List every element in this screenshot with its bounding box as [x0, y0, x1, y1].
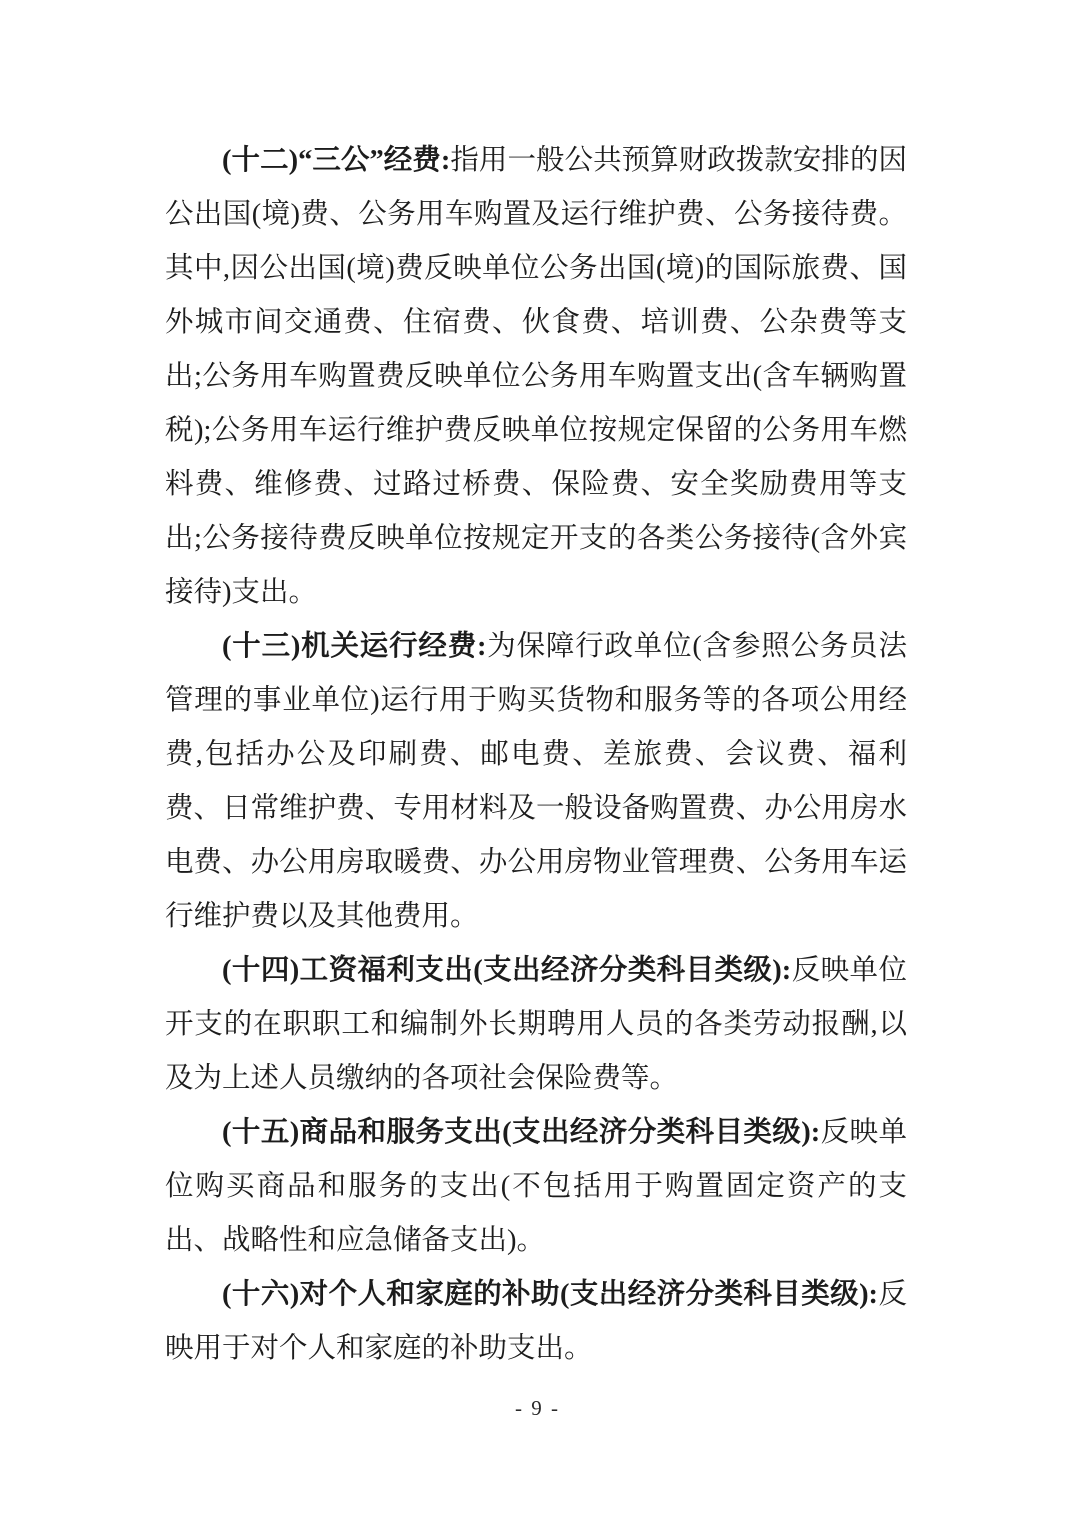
- paragraph-14: [165, 944, 907, 1106]
- paragraph-13-body: 为保障行政单位(含参照公务员法管理的事业单位)运行用于购买货物和服务等的各项公用经费,包括办公及印刷费、邮电费、差旅费、会议费、福利费、日常维护费、专用材料及一般设备购置费、办公用房水电费、办公用房取暖费、办公用房物业管理费、公务用车运行维护费以及其他费用。: [165, 631, 907, 932]
- paragraph-14-body: 反映单位开支的在职职工和编制外长期聘用人员的各类劳动报酬,以及为上述人员缴纳的各项社会保险费等。: [165, 955, 907, 1094]
- paragraph-16-heading: (十六)对个人和家庭的补助(支出经济分类科目类级):: [222, 1279, 879, 1310]
- paragraph-12-body: 指用一般公共预算财政拨款安排的因公出国(境)费、公务用车购置及运行维护费、公务接待费。其中,因公出国(境)费反映单位公务出国(境)的国际旅费、国外城市间交通费、住宿费、伙食费、培训费、公杂费等支出;公务用车购置费反映单位公务用车购置支出(含车辆购置税);公务用车运行维护费反映单位按规定保留的公务用车燃料费、维修费、过路过桥费、保险费、安全奖励费用等支出;公务接待费反映单位按规定开支的各类公务接待(含外宾接待)支出。: [165, 145, 907, 608]
- paragraph-12: [165, 134, 907, 620]
- paragraph-13: [165, 620, 907, 944]
- page-number: - 9 -: [515, 1396, 560, 1420]
- document-body: [165, 134, 907, 1376]
- paragraph-15-heading: (十五)商品和服务支出(支出经济分类科目类级):: [222, 1117, 821, 1148]
- paragraph-15: [165, 1106, 907, 1268]
- paragraph-16-body: 反映用于对个人和家庭的补助支出。: [165, 1279, 907, 1364]
- paragraph-12-heading: (十二)“三公”经费:: [222, 145, 451, 176]
- paragraph-15-body: 反映单位购买商品和服务的支出(不包括用于购置固定资产的支出、战略性和应急储备支出)。: [165, 1117, 907, 1256]
- paragraph-16: [165, 1268, 907, 1376]
- paragraph-14-heading: (十四)工资福利支出(支出经济分类科目类级):: [222, 955, 792, 986]
- paragraph-13-heading: (十三)机关运行经费:: [222, 631, 487, 662]
